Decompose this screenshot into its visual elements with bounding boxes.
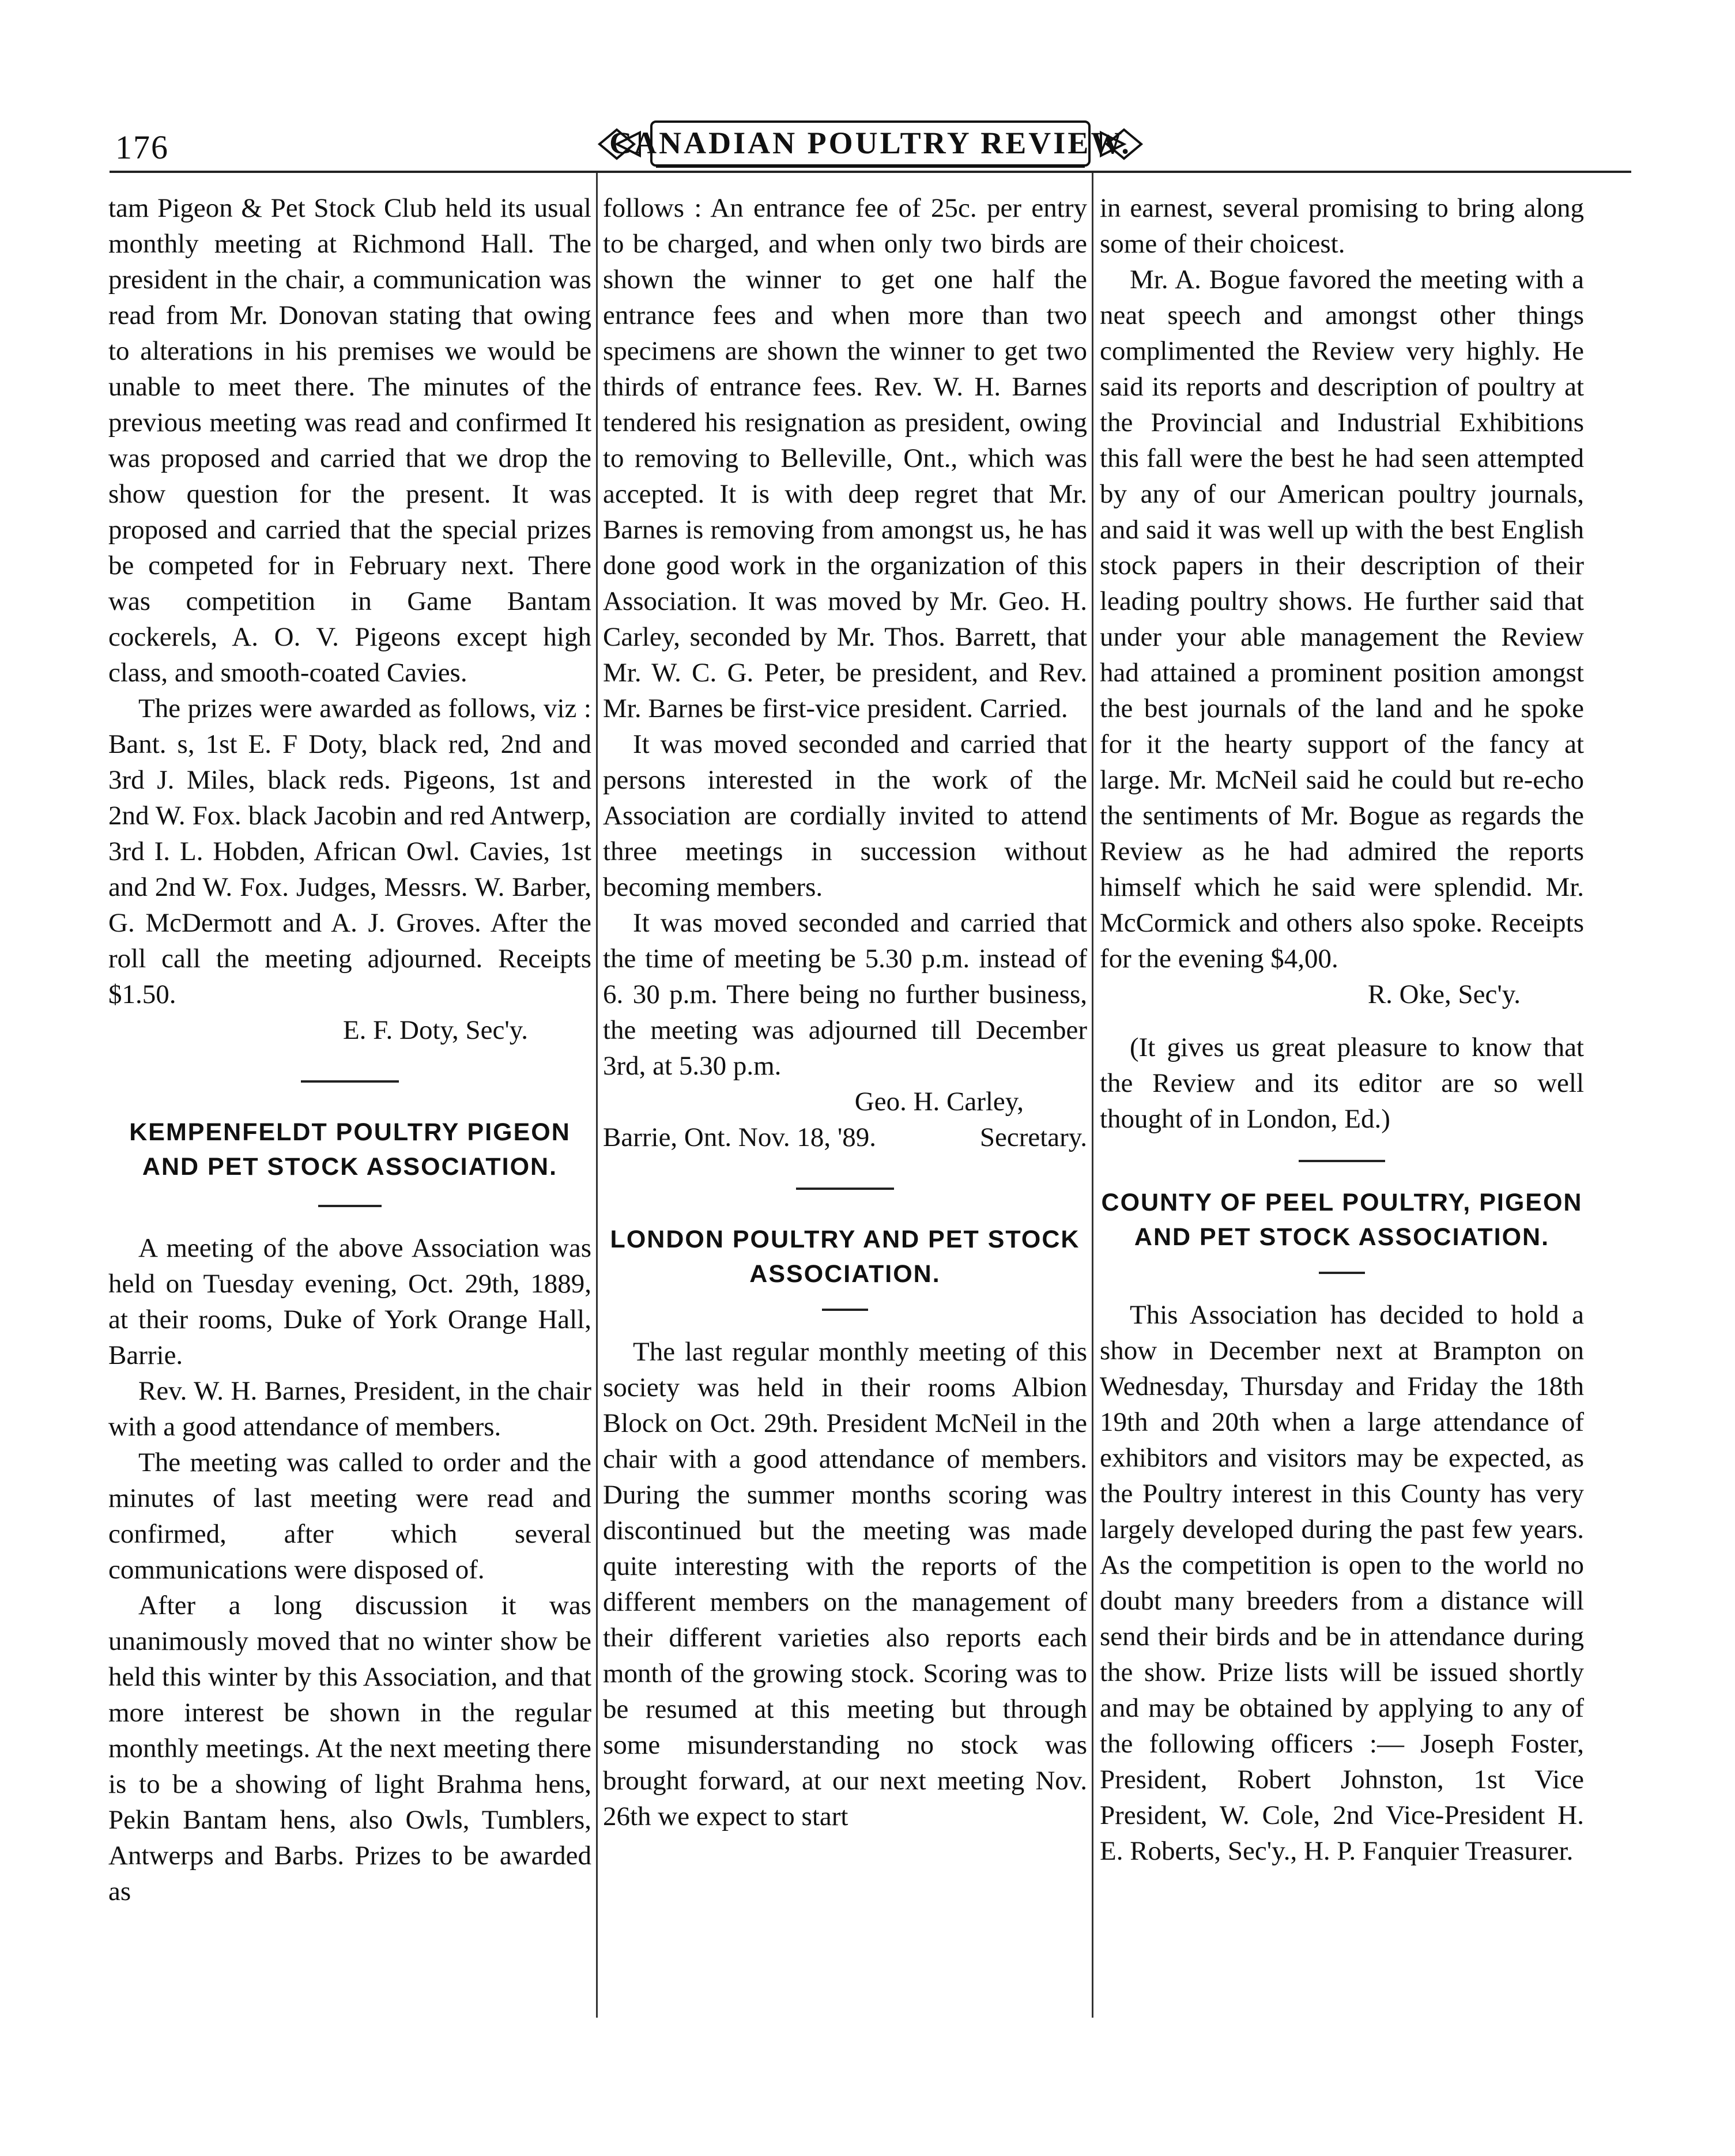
col3-paragraph-3: (It gives us great pleasure to know that the Review and its editor are so well thought of in London, Ed.) xyxy=(1100,1032,1584,1134)
section-divider xyxy=(301,1080,399,1083)
col2-paragraph-3: It was moved seconded and carried that the time of meeting be 5.30 p.m. instead of 6. 30 p.m. There being no further business, the meeting was adjourned till December 3rd, at 5.30 p.m. xyxy=(603,908,1087,1081)
col2-paragraph-4: The last regular monthly meeting of this society was held in their rooms Albion Block on Oct. 29th. President McNeil in the chair with a good attendance of members. During the summer months scoring was discontinued but the meeting was made quite interesting with the reports of the different members on the management of their different varieties also reports each month of the growing stock. Scoring was to be resumed at this meeting but through some misunderstanding no stock was brought forward, at our next meeting Nov. 26th we expect to start xyxy=(603,1337,1087,1831)
col1-signature: E. F. Doty, Sec'y. xyxy=(342,1015,528,1045)
column-3 xyxy=(1100,190,1584,1869)
heading-underline xyxy=(318,1205,382,1207)
column-2 xyxy=(603,190,1087,1834)
col1-paragraph-2: The prizes were awarded as follows, viz : Bant. s, 1st E. F Doty, black red, 2nd and 3rd J. Miles, black reds. Pigeons, 1st and 2nd W. Fox. black Jacobin and red Antwerp, 3rd I. L. Hobden, African Owl. Cavies, 1st and 2nd W. Fox. Judges, Messrs. W. Barber, G. McDermott and A. J. Groves. After the roll call the meeting adjourned. Receipts $1.50. xyxy=(108,693,591,1009)
col3-paragraph-4: This Association has decided to hold a show in December next at Brampton on Wednesday, Thursday and Friday the 18th 19th and 20th when a large attendance of exhibitors and visitors may be expected, as the Poultry interest in this County has very largely developed during the past few years. As the competition is open to the world no doubt many breeders from a distance will send their birds and be in attendance during the show. Prize lists will be issued shortly and may be obtained by applying to any of the following officers :— Joseph Foster, President, Robert Johnston, 1st Vice President, W. Cole, 2nd Vice-President H. E. Roberts, Sec'y., H. P. Fanquier Treasurer. xyxy=(1100,1300,1584,1866)
col3-signature: R. Oke, Sec'y. xyxy=(1367,979,1521,1009)
col2-paragraph-2: It was moved seconded and carried that persons interested in the work of the Association are cordially invited to attend three meetings in succession without becoming members. xyxy=(603,729,1087,902)
column-1 xyxy=(108,190,591,1909)
col3-section-heading: COUNTY OF PEEL POULTRY, PIGEON AND PET STOCK ASSOCIATION. xyxy=(1101,1189,1583,1251)
col1-paragraph-4: Rev. W. H. Barnes, President, in the chair with a good attendance of members. xyxy=(108,1376,591,1442)
col3-paragraph-2: Mr. A. Bogue favored the meeting with a neat speech and amongst other things complimented the Review very highly. He said its reports and description of poultry at the Provincial and Industrial Exhibitions this fall were the best he had seen attempted by any of our American poultry journals, and said it was well up with the best English stock papers in their description of their leading poultry shows. He further said that under your able management the Review had attained a prominent position amongst the best journals of the land and he spoke for it the hearty support of the fancy at large. Mr. McNeil said he could but re-echo the sentiments of Mr. Bogue as regards the Review as he had admired the reports himself which he said were splendid. Mr. McCormick and others also spoke. Receipts for the evening $4,00. xyxy=(1100,265,1584,974)
col2-section-heading: LONDON POULTRY AND PET STOCK ASSOCIATION. xyxy=(610,1226,1080,1288)
page-number: 176 xyxy=(115,129,169,166)
heading-underline xyxy=(1319,1272,1365,1274)
col2-signature-place: Barrie, Ont. Nov. 18, '89. xyxy=(603,1122,877,1152)
column-divider-2 xyxy=(1092,173,1093,2018)
col1-paragraph-1: tam Pigeon & Pet Stock Club held its usual monthly meeting at Richmond Hall. The president in the chair, a communication was read from Mr. Donovan stating that owing to alterations in his premises we would be unable to meet there. The minutes of the previous meeting was read and confirmed It was proposed and carried that we drop the show question for the present. It was proposed and carried that the special prizes be competed for in February next. There was competition in Game Bantam cockerels, A. O. V. Pigeons except high class, and smooth-coated Cavies. xyxy=(108,193,591,688)
col2-signature-title: Secretary. xyxy=(979,1122,1087,1152)
header-rule xyxy=(110,171,1631,173)
col2-signature-name: Geo. H. Carley, xyxy=(854,1087,1024,1117)
col1-paragraph-6: After a long discussion it was unanimously moved that no winter show be held this winter by this Association, and that more interest be shown in the regular monthly meetings. At the next meeting there is to be a showing of light Brahma hens, Pekin Bantam hens, also Owls, Tumblers, Antwerps and Barbs. Prizes to be awarded as xyxy=(108,1590,591,1906)
col1-paragraph-3: A meeting of the above Association was held on Tuesday evening, Oct. 29th, 1889, at their rooms, Duke of York Orange Hall, Barrie. xyxy=(108,1233,591,1370)
section-divider xyxy=(796,1188,894,1190)
col2-paragraph-1: follows : An entrance fee of 25c. per entry to be charged, and when only two birds are shown the winner to get one half the entrance fees and when more than two specimens are shown the winner to get two thirds of entrance fees. Rev. W. H. Barnes tendered his resignation as president, owing to removing to Belleville, Ont., which was accepted. It is with deep regret that Mr. Barnes is removing from amongst us, he has done good work in the organization of this Association. It was moved by Mr. Geo. H. Carley, seconded by Mr. Thos. Barrett, that Mr. W. C. G. Peter, be president, and Rev. Mr. Barnes be first-vice president. Carried. xyxy=(603,193,1087,723)
col3-paragraph-1: in earnest, several promising to bring along some of their choicest. xyxy=(1100,193,1584,259)
heading-underline xyxy=(822,1309,868,1311)
col2-signature-line xyxy=(603,1120,1087,1155)
col1-paragraph-5: The meeting was called to order and the minutes of last meeting were read and confirmed, after which several communications were disposed of. xyxy=(108,1448,591,1585)
column-divider-1 xyxy=(596,173,598,2018)
section-divider xyxy=(1299,1160,1385,1162)
col1-section-heading: KEMPENFELDT POULTRY PIGEON AND PET STOCK ASSOCIATION. xyxy=(129,1118,571,1181)
masthead-title: CANADIAN POULTRY REVIEW. xyxy=(609,126,1131,160)
masthead xyxy=(594,118,1147,170)
